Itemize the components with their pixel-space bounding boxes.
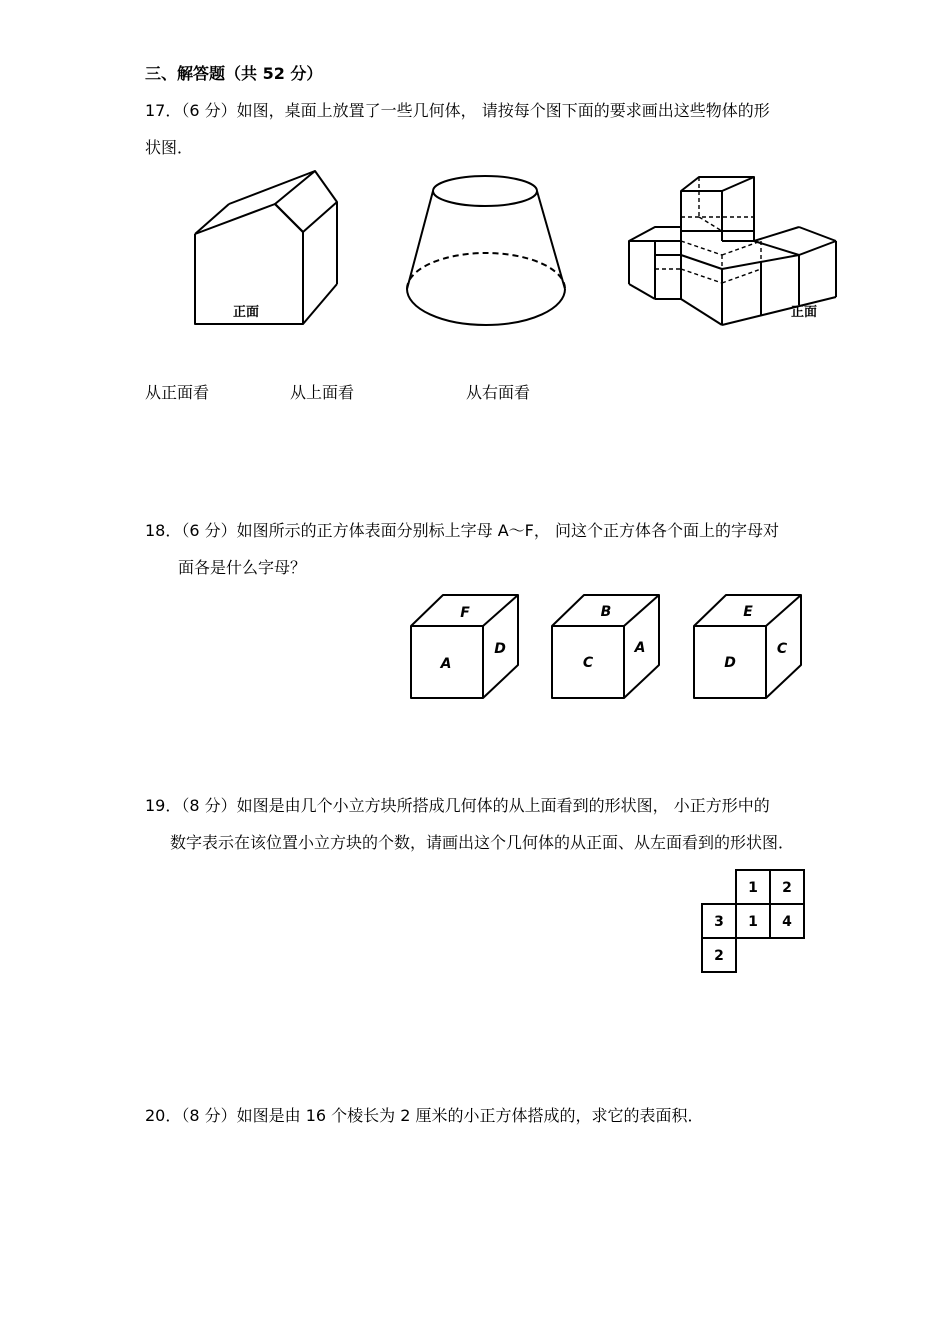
q17-text-line1: 17．（6 分）如图，桌面上放置了一些几何体， 请按每个图下面的要求画出这些物体的形 (145, 101, 770, 120)
cube3-right-letter: C (776, 641, 788, 657)
stacked-cubes-figure (625, 175, 845, 335)
cube1-top-letter: F (460, 605, 470, 621)
cube1-front-letter: A (440, 656, 452, 672)
q20-text-line1: 20．（8 分）如图是由 16 个棱长为 2 厘米的小正方体搭成的，求它的表面积． (145, 1106, 704, 1125)
cube3-front-letter: D (724, 655, 736, 671)
fig1-front-label: 正面 (233, 305, 260, 320)
grid-cell-r1c1: 1 (748, 914, 758, 930)
q18-text-line2: 面各是什么字母？ (178, 558, 307, 577)
grid-cell-r1c0: 3 (714, 914, 724, 930)
cube3-top-letter: E (743, 604, 753, 620)
grid-cell-r1c2: 4 (782, 914, 792, 930)
cube2-right-letter: A (634, 640, 646, 656)
section-title: 三、解答题（共 52 分） (145, 64, 323, 83)
view-right-label: 从右面看 (466, 383, 531, 402)
cube1-right-letter: D (494, 641, 506, 657)
letter-cubes-figure (405, 590, 815, 705)
fig3-front-label: 正面 (791, 305, 818, 320)
view-front-label: 从正面看 (145, 383, 210, 402)
cube2-front-letter: C (582, 655, 594, 671)
top-view-grid (700, 868, 808, 976)
cube2-top-letter: B (600, 604, 612, 620)
q19-text-line2: 数字表示在该位置小立方块的个数，请画出这个几何体的从正面、从左面看到的形状图． (170, 833, 795, 852)
grid-cell-r2c0: 2 (714, 948, 724, 964)
grid-cell-r0c2: 2 (782, 880, 792, 896)
q17-text-line2: 状图． (145, 138, 194, 157)
view-top-label: 从上面看 (290, 383, 355, 402)
house-prism-figure (185, 162, 355, 332)
q18-text-line1: 18．（6 分）如图所示的正方体表面分别标上字母 A～F， 问这个正方体各个面上的字母对 (145, 521, 779, 540)
grid-cell-r0c1: 1 (748, 880, 758, 896)
q19-text-line1: 19．（8 分）如图是由几个小立方块所搭成几何体的从上面看到的形状图， 小正方形中的 (145, 796, 770, 815)
frustum-figure (400, 168, 575, 333)
